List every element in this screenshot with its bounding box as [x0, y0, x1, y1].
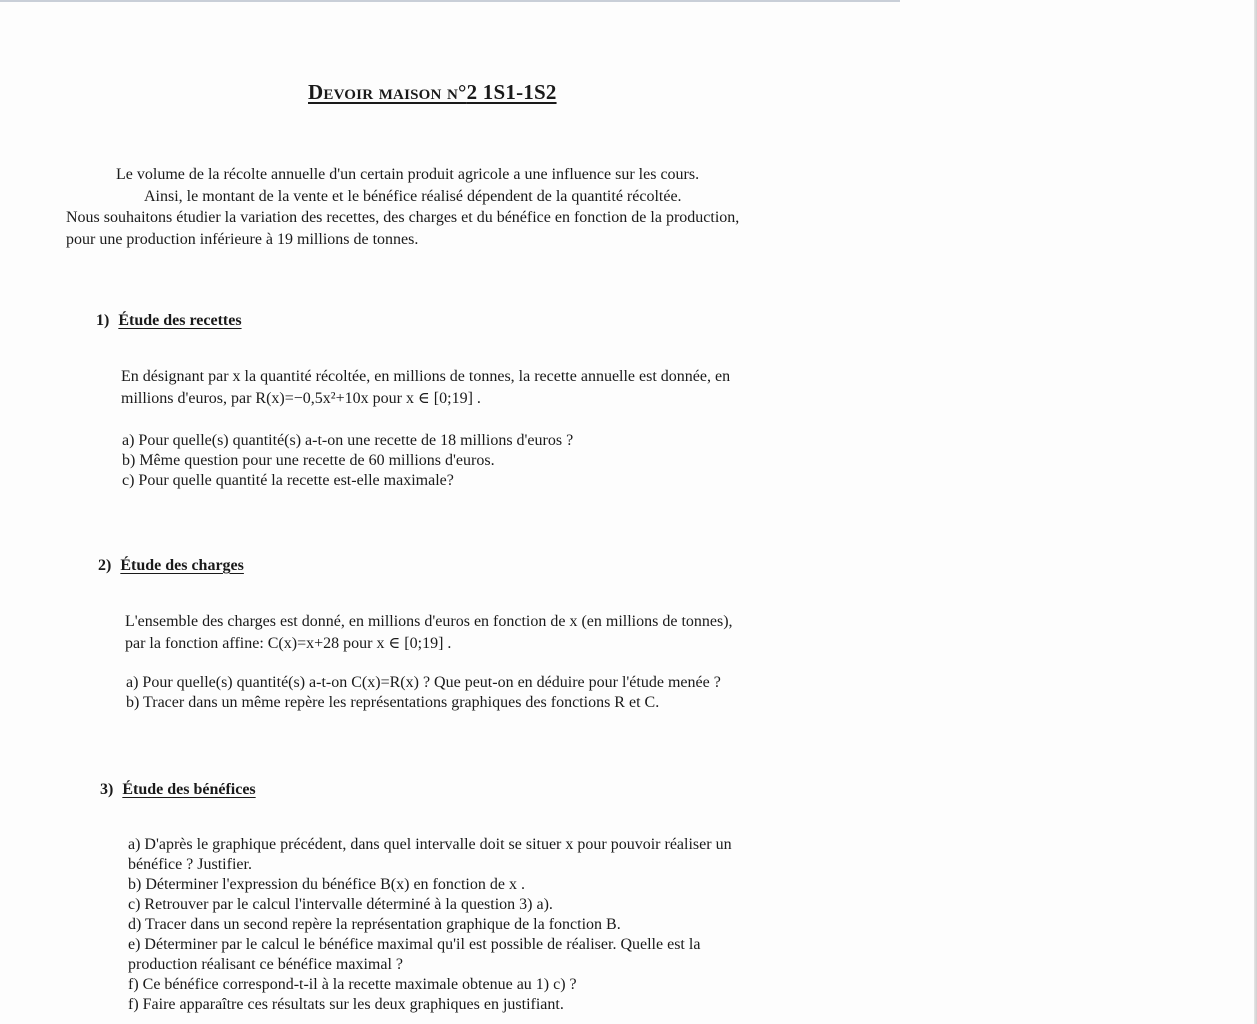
title-rest: 2 1S1-1S2 [466, 80, 557, 104]
question-2a: a) Pour quelle(s) quantité(s) a-t-on C(x)=R(x) ? Que peut-on en déduire pour l'étude menée ? [126, 674, 721, 691]
intro-line-3: Nous souhaitons étudier la variation des recettes, des charges et du bénéfice en fonction de la production, [66, 209, 740, 226]
section-1-title: Étude des recettes [118, 312, 242, 329]
question-3f-second: f) Faire apparaître ces résultats sur les deux graphiques en justifiant. [128, 996, 564, 1013]
section-1-number: 1) [96, 312, 110, 329]
section-2-title: Étude des charges [120, 557, 244, 574]
intro-line-1: Le volume de la récolte annuelle d'un certain produit agricole a une influence sur les cours. [116, 166, 700, 183]
section-3-heading [100, 781, 256, 799]
question-3c: c) Retrouver par le calcul l'intervalle déterminé à la question 3) a). [128, 896, 553, 913]
section-3-number: 3) [100, 781, 114, 798]
title-prefix: Devoir maison n° [308, 80, 467, 104]
intro-line-4: pour une production inférieure à 19 millions de tonnes. [66, 230, 419, 248]
section-1-questions [122, 431, 573, 491]
question-3e-cont: production réalisant ce bénéfice maximal ? [128, 956, 403, 973]
section-2-para-line-2: par la fonction affine: C(x)=x+28 pour x ∈ [0;19] . [125, 634, 452, 652]
question-1a: a) Pour quelle(s) quantité(s) a-t-on une recette de 18 millions d'euros ? [122, 432, 574, 449]
document-title [308, 80, 557, 105]
question-1c: c) Pour quelle quantité la recette est-elle maximale? [122, 472, 454, 489]
question-3a-cont: bénéfice ? Justifier. [128, 856, 252, 873]
section-2-questions [126, 673, 721, 713]
question-3e: e) Déterminer par le calcul le bénéfice maximal qu'il est possible de réaliser. Quelle est la [128, 936, 701, 953]
section-3-questions [128, 835, 732, 1015]
question-3d: d) Tracer dans un second repère la représentation graphique de la fonction B. [128, 916, 621, 933]
question-2b: b) Tracer dans un même repère les représentations graphiques des fonctions R et C. [126, 694, 660, 711]
intro-line-2: Ainsi, le montant de la vente et le bénéfice réalisé dépendent de la quantité récoltée. [144, 187, 682, 205]
section-1-paragraph [121, 366, 730, 409]
section-1-para-line-1: En désignant par x la quantité récoltée, en millions de tonnes, la recette annuelle est donnée, en [121, 368, 731, 385]
question-3b: b) Déterminer l'expression du bénéfice B(x) en fonction de x . [128, 876, 525, 893]
section-3-title: Étude des bénéfices [122, 781, 256, 798]
question-3a: a) D'après le graphique précédent, dans quel intervalle doit se situer x pour pouvoir réaliser un [128, 836, 732, 853]
question-1b: b) Même question pour une recette de 60 millions d'euros. [122, 452, 495, 469]
section-2-heading [98, 557, 244, 575]
intro-paragraph [66, 164, 826, 250]
section-2-paragraph [125, 611, 733, 654]
scan-edge-top [0, 0, 900, 2]
section-1-para-line-2: millions d'euros, par R(x)=−0,5x²+10x pour x ∈ [0;19] . [121, 389, 481, 407]
section-1-heading [96, 312, 242, 330]
question-3f: f) Ce bénéfice correspond-t-il à la recette maximale obtenue au 1) c) ? [128, 976, 577, 993]
section-2-para-line-1: L'ensemble des charges est donné, en millions d'euros en fonction de x (en millions de tonnes), [125, 613, 733, 630]
section-2-number: 2) [98, 557, 112, 574]
